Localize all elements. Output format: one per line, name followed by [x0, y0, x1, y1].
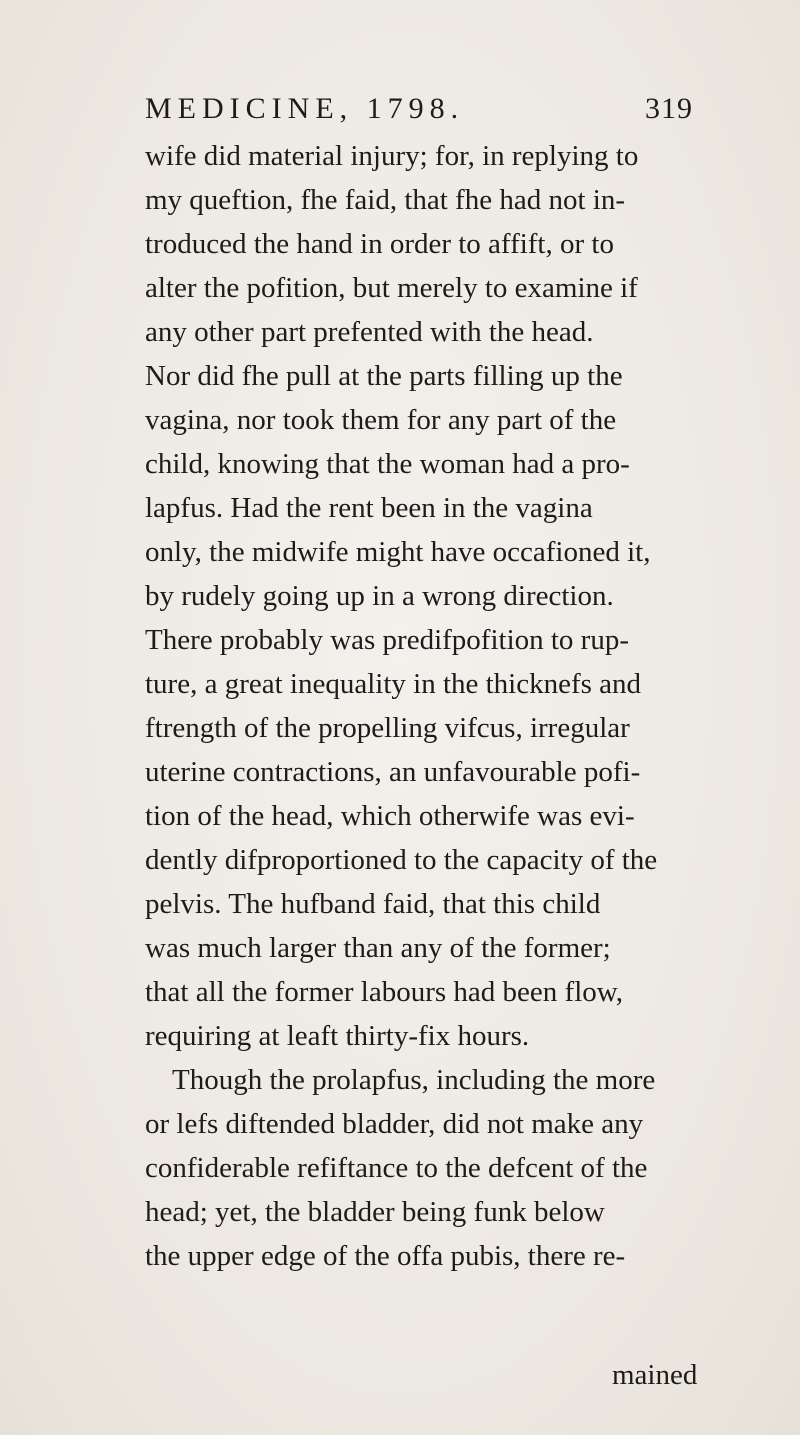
text-line: ftrength of the propelling vifcus, irregular: [145, 712, 630, 744]
text-line: only, the midwife might have occafioned it,: [145, 536, 651, 568]
page-header: [145, 84, 705, 134]
text-line: troduced the hand in order to affift, or to: [145, 228, 614, 260]
text-line: the upper edge of the offa pubis, there re-: [145, 1240, 626, 1272]
running-title: MEDICINE, 1798.: [145, 92, 465, 125]
text-line: wife did material injury; for, in replying to: [145, 140, 639, 172]
text-line: requiring at leaft thirty-fix hours.: [145, 1020, 530, 1052]
text-line: tion of the head, which otherwife was evi-: [145, 800, 635, 832]
catchword: mained: [612, 1359, 698, 1391]
text-line: was much larger than any of the former;: [145, 932, 611, 964]
text-line: child, knowing that the woman had a pro-: [145, 448, 630, 480]
page-number: 319: [645, 92, 693, 125]
text-line: by rudely going up in a wrong direction.: [145, 580, 614, 612]
text-line: dently difproportioned to the capacity of the: [145, 844, 658, 876]
text-line: uterine contractions, an unfavourable pofi-: [145, 756, 641, 788]
text-line: ture, a great inequality in the thicknefs and: [145, 668, 642, 700]
text-line: Nor did fhe pull at the parts filling up the: [145, 360, 623, 392]
text-line: my queftion, fhe faid, that fhe had not in-: [145, 184, 625, 216]
text-line: lapfus. Had the rent been in the vagina: [145, 492, 593, 524]
text-line: Though the prolapfus, including the more: [172, 1064, 656, 1096]
text-line: or lefs diftended bladder, did not make any: [145, 1108, 644, 1140]
text-line: There probably was predifpofition to rup-: [145, 624, 629, 656]
text-line: pelvis. The hufband faid, that this child: [145, 888, 601, 920]
text-line: confiderable refiftance to the defcent of the: [145, 1152, 648, 1184]
text-line: alter the pofition, but merely to examine if: [145, 272, 638, 304]
text-line: that all the former labours had been flow,: [145, 976, 624, 1008]
text-line: any other part prefented with the head.: [145, 316, 594, 348]
text-line: vagina, nor took them for any part of the: [145, 404, 617, 436]
text-line: head; yet, the bladder being funk below: [145, 1196, 605, 1228]
